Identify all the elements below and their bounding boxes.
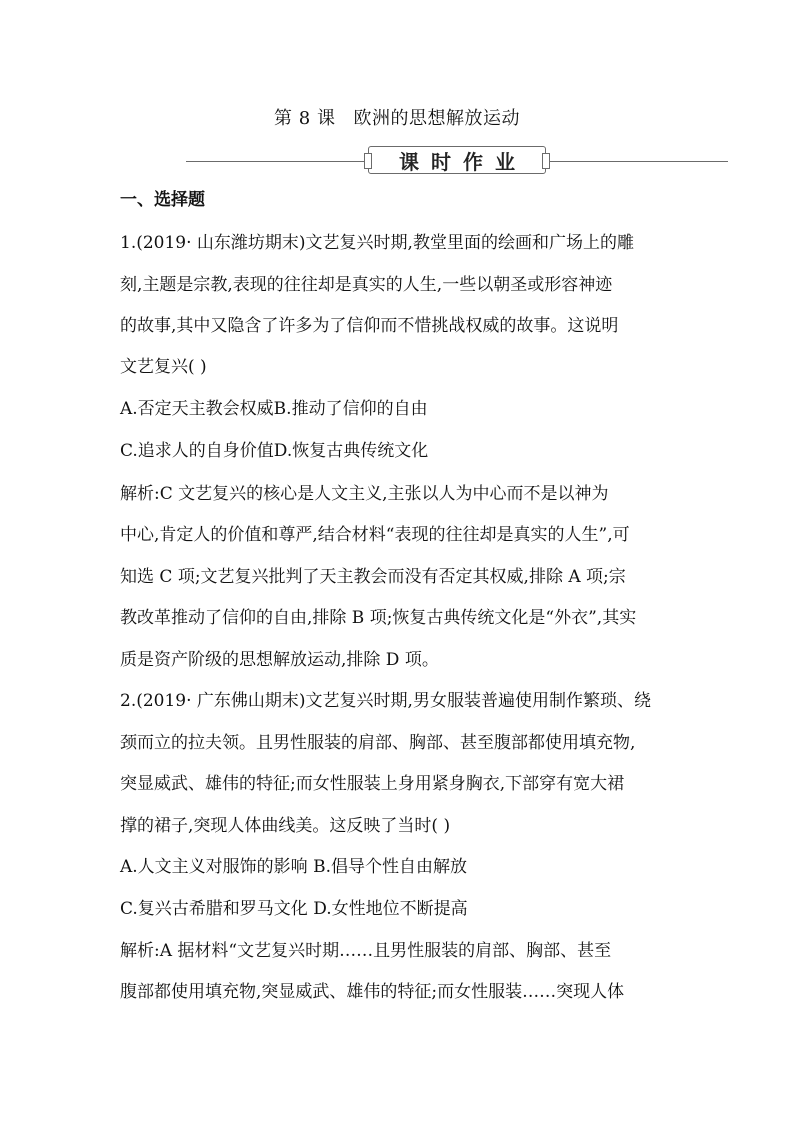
q2-stem-line: 突显威武、雄伟的特征;而女性服装上身用紧身胸衣,下部穿有宽大裙 — [120, 774, 625, 794]
q1-analysis-line: 解析:C 文艺复兴的核心是人文主义,主张以人为中心而不是以神为 — [120, 484, 609, 504]
q1-analysis-line: 教改革推动了信仰的自由,排除 B 项;恢复古典传统文化是“外衣”,其实 — [120, 608, 637, 628]
section-heading: 一、选择题 — [120, 190, 205, 210]
lesson-number: 第 8 课 — [274, 108, 336, 129]
q1-stem-line: 的故事,其中又隐含了许多为了信仰而不惜挑战权威的故事。这说明 — [120, 316, 619, 336]
banner-box — [368, 146, 546, 174]
q2-option-line: A.人文主义对服饰的影响 B.倡导个性自由解放 — [120, 857, 467, 877]
q1-option-line: C.追求人的自身价值D.恢复古典传统文化 — [120, 441, 429, 461]
lesson-title — [0, 104, 794, 130]
q2-stem-line: 颈而立的拉夫领。且男性服装的肩部、胸部、甚至腹部都使用填充物, — [120, 733, 636, 753]
q2-analysis-line: 腹部都使用填充物,突显威武、雄伟的特征;而女性服装……突现人体 — [120, 982, 625, 1002]
q2-option-line: C.复兴古希腊和罗马文化 D.女性地位不断提高 — [120, 899, 468, 919]
q1-stem-line: 刻,主题是宗教,表现的往往却是真实的人生,一些以朝圣或形容神迹 — [120, 275, 613, 295]
homework-banner — [186, 144, 728, 174]
q1-option-line: A.否定天主教会权威B.推动了信仰的自由 — [120, 399, 428, 419]
q1-analysis-line: 知选 C 项;文艺复兴批判了天主教会而没有否定其权威,排除 A 项;宗 — [120, 567, 626, 587]
q2-stem-line: 2.(2019· 广东佛山期末)文艺复兴时期,男女服装普遍使用制作繁琐、绕 — [120, 691, 651, 711]
q2-analysis-line: 解析:A 据材料“文艺复兴时期……且男性服装的肩部、胸部、甚至 — [120, 941, 612, 961]
q1-stem-line: 1.(2019· 山东潍坊期末)文艺复兴时期,教堂里面的绘画和广场上的雕 — [120, 233, 634, 253]
banner-label: 课时作业 — [399, 149, 527, 174]
q1-analysis-line: 质是资产阶级的思想解放运动,排除 D 项。 — [120, 650, 439, 670]
q1-analysis-line: 中心,肯定人的价值和尊严,结合材料“表现的往往却是真实的人生”,可 — [120, 525, 630, 545]
banner-rule-left — [186, 161, 370, 162]
q1-stem-line: 文艺复兴( ) — [120, 357, 207, 377]
q2-stem-line: 撑的裙子,突现人体曲线美。这反映了当时( ) — [120, 816, 451, 836]
banner-rule-right — [544, 161, 728, 162]
lesson-name: 欧洲的思想解放运动 — [353, 108, 520, 129]
